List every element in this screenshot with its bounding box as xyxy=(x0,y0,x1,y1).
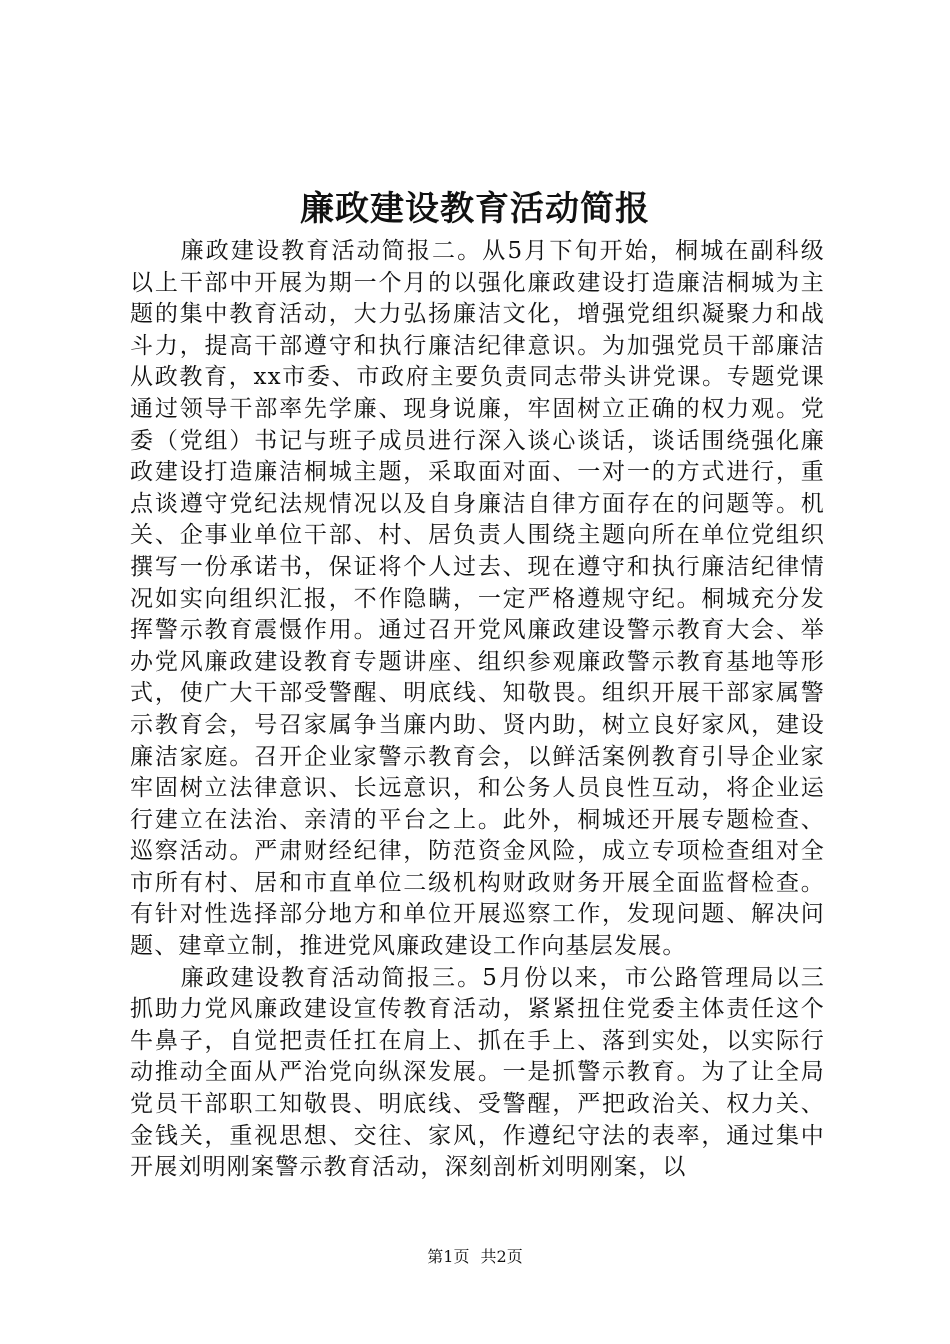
page-footer xyxy=(0,1246,950,1268)
page-number: 第1页 xyxy=(427,1247,470,1266)
document-body xyxy=(130,236,825,1184)
paragraph-1: 廉政建设教育活动简报二。从5月下旬开始，桐城在副科级以上干部中开展为期一个月的以强化廉政建设打造廉洁桐城为主题的集中教育活动，大力弘扬廉洁文化，增强党组织凝聚力和战斗力，提高干部遵守和执行廉洁纪律意识。为加强党员干部廉洁从政教育，xx市委、市政府主要负责同志带头讲党课。专题党课通过领导干部率先学廉、现身说廉，牢固树立正确的权力观。党委（党组）书记与班子成员进行深入谈心谈话，谈话围绕强化廉政建设打造廉洁桐城主题，采取面对面、一对一的方式进行，重点谈遵守党纪法规情况以及自身廉洁自律方面存在的问题等。机关、企事业单位干部、村、居负责人围绕主题向所在单位党组织撰写一份承诺书，保证将个人过去、现在遵守和执行廉洁纪律情况如实向组织汇报，不作隐瞒，一定严格遵规守纪。桐城充分发挥警示教育震慑作用。通过召开党风廉政建设警示教育大会、举办党风廉政建设教育专题讲座、组织参观廉政警示教育基地等形式，使广大干部受警醒、明底线、知敬畏。组织开展干部家属警示教育会，号召家属争当廉内助、贤内助，树立良好家风，建设廉洁家庭。召开企业家警示教育会，以鲜活案例教育引导企业家牢固树立法律意识、长远意识，和公务人员良性互动，将企业运行建立在法治、亲清的平台之上。此外，桐城还开展专题检查、巡察活动。严肃财经纪律，防范资金风险，成立专项检查组对全市所有村、居和市直单位二级机构财政财务开展全面监督检查。有针对性选择部分地方和单位开展巡察工作，发现问题、解决问题、建章立制，推进党风廉政建设工作向基层发展。 xyxy=(130,238,825,960)
paragraph-2: 廉政建设教育活动简报三。5月份以来，市公路管理局以三抓助力党风廉政建设宣传教育活动，紧紧扭住党委主体责任这个牛鼻子，自觉把责任扛在肩上、抓在手上、落到实处，以实际行动推动全面从严治党向纵深发展。一是抓警示教育。为了让全局党员干部职工知敬畏、明底线、受警醒，严把政治关、权力关、金钱关，重视思想、交往、家风，作遵纪守法的表率，通过集中开展刘明刚案警示教育活动，深刻剖析刘明刚案，以 xyxy=(130,964,825,1181)
document-title: 廉政建设教育活动简报 xyxy=(300,189,650,229)
page-total: 共2页 xyxy=(480,1247,523,1266)
